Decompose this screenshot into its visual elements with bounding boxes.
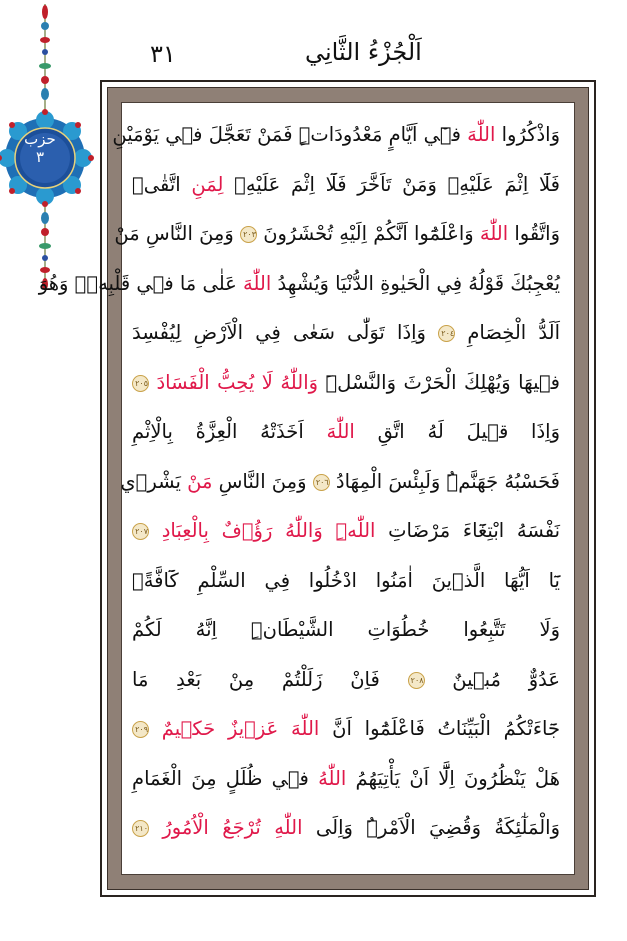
verse-text: فَاِنْ زَلَلْتُمْ مِنْ بَعْدِ مَا <box>132 667 408 691</box>
ayah-number-marker: ٢٠٨ <box>408 672 425 689</box>
ayah-line <box>132 165 560 205</box>
hizb-label <box>14 130 66 166</box>
highlighted-text: اللّٰهَ <box>467 123 496 146</box>
highlighted-text: اللّٰهُ <box>318 766 347 790</box>
ayah-line <box>132 511 560 551</box>
verse-text: وَالْمَلٰٓئِكَةُ وَقُضِيَ الْاَمْرُۜ وَاِلَى <box>302 816 560 839</box>
verse-text: وَاِذَا ق۪يلَ لَهُ اتَّقِ <box>354 420 560 443</box>
verse-text: يَشْر۪ي <box>120 469 188 493</box>
ayah-number-marker: ٢٠٣ <box>240 226 257 243</box>
verse-text: ف۪يهَا وَيُهْلِكَ الْحَرْثَ وَالنَّسْلَۜ <box>318 370 560 394</box>
hizb-number: ٣ <box>35 148 45 166</box>
verse-text: وَمِنَ النَّاسِ <box>212 469 313 493</box>
highlighted-text: لِمَنِ <box>191 172 224 196</box>
verse-text: وَاِذَا تَوَلّٰى سَعٰى فِي الْاَرْضِ لِيُفْسِدَ <box>132 321 439 344</box>
verse-text: عَدُوٌّ مُب۪ينٌ <box>424 667 560 691</box>
verse-text: ف۪ي ظُلَلٍ مِنَ الْغَمَامِ <box>132 766 319 790</box>
ayah-line <box>132 363 560 403</box>
verse-text: فَحَسْبُهُ جَهَنَّمُۜ وَلَبِئْسَ الْمِهَادُ <box>329 469 560 493</box>
highlighted-text: اللّٰهَ <box>242 271 272 295</box>
hizb-word: حزب <box>24 130 56 148</box>
hizb-margin-ornament <box>0 0 95 300</box>
verse-text: اَخَذَتْهُ الْعِزَّةُ بِالْاِثْمِ <box>132 420 327 443</box>
verse-text: وَاعْلَمُٓوا اَنَّكُمْ اِلَيْهِ تُحْشَرُونَ <box>257 222 480 245</box>
ayah-number-marker: ٢١٠ <box>132 820 149 837</box>
highlighted-text: اللّٰهِۜ وَاللّٰهُ رَؤُ۫فٌ بِالْعِبَادِ <box>161 519 376 542</box>
ayah-line <box>132 313 560 353</box>
verse-text: اتَّقٰىۜ <box>132 172 192 196</box>
highlighted-text: اللّٰهَ <box>479 222 509 245</box>
highlighted-text: اللّٰهِ تُرْجَعُ الْاُمُورُ <box>162 816 303 839</box>
ayah-number-marker: ٢٠٧ <box>132 523 149 540</box>
verse-text <box>149 816 162 839</box>
highlighted-text: اللّٰهَ عَز۪يزٌ حَك۪يمٌ <box>161 717 320 740</box>
page-header <box>100 38 600 78</box>
verse-text: وَلَا تَتَّبِعُوا خُطُوَاتِ الشَّيْطَانِۜ اِنَّهُ لَكُمْ <box>132 618 560 641</box>
ayah-line <box>132 610 560 650</box>
verse-text: ف۪ٓي اَيَّامٍ مَعْدُودَاتٍۜ فَمَنْ تَعَجَّلَ ف۪ي يَوْمَيْنِ <box>112 123 468 146</box>
verse-text: اَلَدُّ الْخِصَامِ <box>455 321 560 344</box>
ayah-line <box>132 561 560 601</box>
verse-text <box>149 717 162 740</box>
highlighted-text: وَاللّٰهُ لَا يُحِبُّ الْفَسَادَ <box>156 370 319 394</box>
ayah-line <box>132 808 560 848</box>
verse-text: وَمِنَ النَّاسِ مَنْ <box>114 222 240 245</box>
verse-text: هَلْ يَنْظُرُونَ اِلَّٓا اَنْ يَأْتِيَهُمُ <box>346 766 560 790</box>
ayah-line <box>114 214 560 254</box>
verse-text: جَٓاءَتْكُمُ الْبَيِّنَاتُ فَاعْلَمُٓوا اَنَّ <box>319 717 560 740</box>
verse-text: وَاذْكُرُوا <box>495 123 560 146</box>
verse-text: وَاتَّقُوا <box>508 222 560 245</box>
highlighted-text: مَنْ <box>187 469 213 493</box>
ayah-line <box>38 264 560 304</box>
ayah-number-marker: ٢٠٦ <box>313 474 330 491</box>
ayah-number-marker: ٢٠٩ <box>132 721 149 738</box>
verse-text <box>149 519 162 542</box>
ayah-line <box>120 462 560 502</box>
verse-text: يُعْجِبُكَ قَوْلُهُ فِي الْحَيٰوةِ الدُّنْيَا وَيُشْهِدُ <box>271 271 560 295</box>
verse-text: عَلٰى مَا ف۪ي قَلْبِه۪ۙ وَهُوَ <box>38 271 243 295</box>
ayah-line <box>132 709 560 749</box>
ayah-number-marker: ٢٠٥ <box>132 375 149 392</box>
highlighted-text: اللّٰهَ <box>326 420 355 443</box>
ayah-line <box>112 115 560 155</box>
verse-text: نَفْسَهُ ابْتِغَٓاءَ مَرْضَاتِ <box>375 519 561 542</box>
ayah-line <box>132 660 560 700</box>
ayah-line <box>132 759 560 799</box>
ayah-number-marker: ٢٠٤ <box>438 325 455 342</box>
page-number: ٣١ <box>150 40 176 68</box>
ayah-line <box>132 412 560 452</box>
verse-text: يَٓا اَيُّهَا الَّذ۪ينَ اٰمَنُوا ادْخُلُوا فِي السِّلْمِ كَٓافَّةًۖ <box>132 568 560 592</box>
verse-text: فَلَٓا اِثْمَ عَلَيْهِۚ وَمَنْ تَاَخَّرَ فَلَٓا اِثْمَ عَلَيْهِۙ <box>223 172 560 196</box>
juz-title: اَلْجُزْءُ الثَّانِي <box>305 38 422 66</box>
